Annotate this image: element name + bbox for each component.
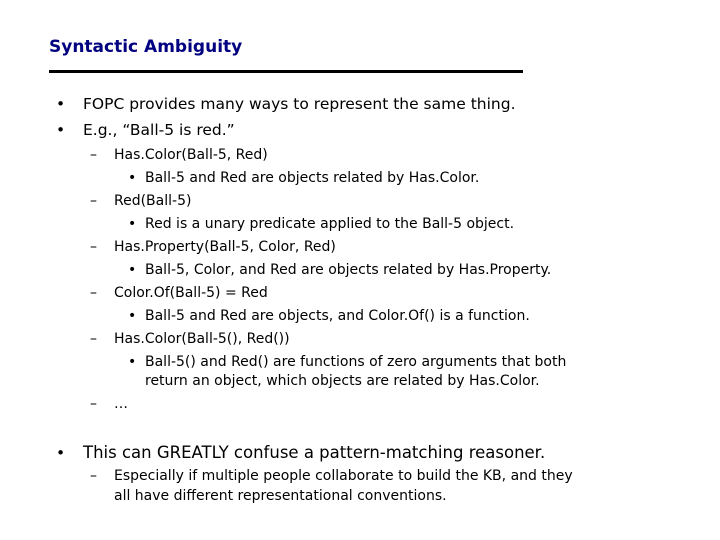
example-text: … xyxy=(114,396,128,412)
dash-icon: – xyxy=(90,285,97,301)
bullet-dot-icon: • xyxy=(128,262,137,278)
dash-icon: – xyxy=(90,193,97,209)
example-note-text: return an object, which objects are related by Has.Color. xyxy=(145,373,540,389)
example-text: Red(Ball-5) xyxy=(114,193,192,209)
example-note-text: Ball-5 and Red are objects, and Color.Of() is a function. xyxy=(145,308,530,324)
dash-icon: – xyxy=(90,147,97,163)
title-underline xyxy=(49,70,523,73)
example-text: Has.Property(Ball-5, Color, Red) xyxy=(114,239,336,255)
example-text: Has.Color(Ball-5, Red) xyxy=(114,147,268,163)
bullet-text: E.g., “Ball-5 is red.” xyxy=(83,121,235,139)
bullet-text: This can GREATLY confuse a pattern-matching reasoner. xyxy=(83,443,546,462)
example-note-text: Red is a unary predicate applied to the Ball-5 object. xyxy=(145,216,515,232)
dash-icon: – xyxy=(90,468,97,484)
example-note-text: Ball-5 and Red are objects related by Has.Color. xyxy=(145,170,480,186)
bullet-dot-icon: • xyxy=(128,170,137,186)
bullet-dot-icon: • xyxy=(56,121,66,139)
dash-icon: – xyxy=(90,396,97,412)
bullet-dot-icon: • xyxy=(56,95,66,113)
dash-icon: – xyxy=(90,331,97,347)
warning-detail-text: Especially if multiple people collaborate to build the KB, and they xyxy=(114,468,573,484)
bullet-dot-icon: • xyxy=(56,444,66,462)
example-text: Color.Of(Ball-5) = Red xyxy=(114,285,268,301)
example-note-text: Ball-5, Color, and Red are objects related by Has.Property. xyxy=(145,262,552,278)
bullet-dot-icon: • xyxy=(128,216,137,232)
example-note-text: Ball-5() and Red() are functions of zero arguments that both xyxy=(145,354,567,370)
bullet-dot-icon: • xyxy=(128,354,137,370)
dash-icon: – xyxy=(90,239,97,255)
bullet-text: FOPC provides many ways to represent the same thing. xyxy=(83,95,516,113)
slide-title: Syntactic Ambiguity xyxy=(49,37,243,57)
warning-detail-text: all have different representational conventions. xyxy=(114,488,447,504)
example-text: Has.Color(Ball-5(), Red()) xyxy=(114,331,290,347)
bullet-dot-icon: • xyxy=(128,308,137,324)
